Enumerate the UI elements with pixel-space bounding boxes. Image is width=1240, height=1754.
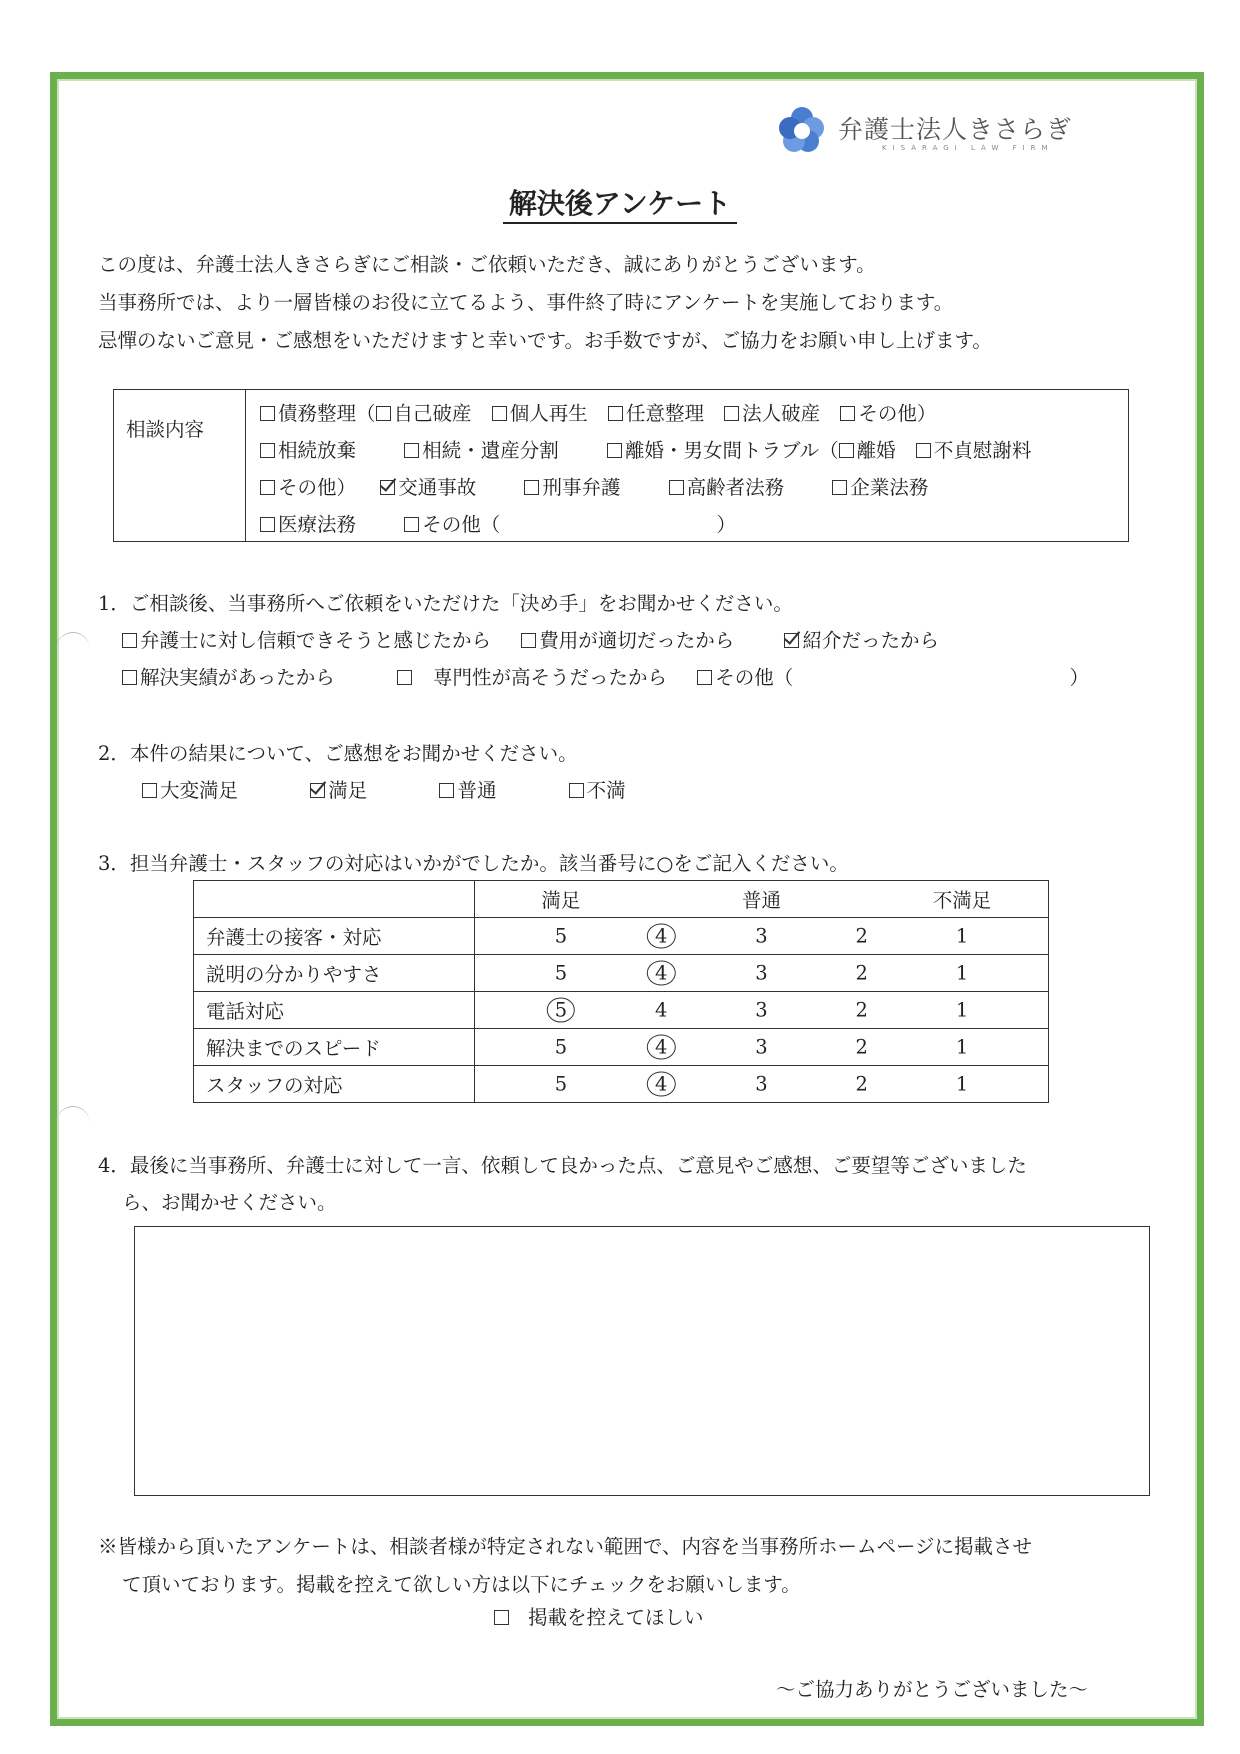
rating-score[interactable]: 1 [955, 961, 969, 985]
checkbox[interactable] [492, 406, 507, 421]
checkbox[interactable] [397, 670, 412, 685]
brand-logo [778, 106, 1078, 156]
rating-score[interactable]: 2 [855, 1072, 868, 1096]
checkbox[interactable] [439, 783, 454, 798]
checkbox[interactable] [608, 406, 623, 421]
consultation-row: 医療法務 その他（ ） [260, 509, 736, 537]
rating-row [194, 992, 1049, 1029]
checkbox[interactable] [569, 783, 584, 798]
rating-row-label: 弁護士の接客・対応 [194, 918, 475, 955]
rating-row-label: 電話対応 [194, 992, 475, 1029]
checkbox[interactable] [122, 633, 137, 648]
checkbox[interactable] [494, 1610, 509, 1625]
question-4: 4．最後に当事務所、弁護士に対して一言、依頼して良かった点、ご意見やご感想、ご要望等ございました [98, 1154, 1027, 1177]
q2-options-row: 大変満足 満足 普通 不満 [142, 775, 626, 803]
checkbox[interactable] [916, 443, 931, 458]
consultation-box [113, 389, 1129, 542]
q1-options-row: 解決実績があったから 専門性が高そうだったから その他（ ） [122, 662, 1089, 690]
checkbox-checked[interactable] [380, 480, 395, 495]
brand-subtitle: KISARAGI LAW FIRM [882, 144, 1054, 152]
header-dissatisfied: 不満足 [932, 889, 992, 912]
rating-score[interactable]: 2 [855, 998, 868, 1022]
checkbox[interactable] [840, 406, 855, 421]
brand-name: 弁護士法人きさらぎ [838, 115, 1073, 144]
checkbox-checked[interactable] [310, 783, 325, 798]
punch-hole-mark [56, 1106, 90, 1141]
rating-score[interactable]: 5 [554, 1072, 568, 1096]
rating-score-circled[interactable]: 4 [647, 961, 675, 986]
checkbox[interactable] [669, 480, 684, 495]
checkbox[interactable] [142, 783, 157, 798]
checkbox[interactable] [260, 443, 275, 458]
optout-option: 掲載を控えてほしい [494, 1602, 704, 1630]
rating-score-circled[interactable]: 4 [647, 1072, 675, 1097]
rating-score[interactable]: 4 [655, 998, 668, 1022]
intro-text: この度は、弁護士法人きさらぎにご相談・ご依頼いただき、誠にありがとうございます。 当事務所では、より一層皆様のお役に立てるよう、事件終了時にアンケートを実施しております。 忌憚のないご意見・ご感想をいただけますと幸いです。お手数ですが、ご協力をお願い申し上げます。 [98, 253, 992, 352]
consultation-label: 相談内容 [114, 390, 246, 541]
rating-row-label: スタッフの対応 [194, 1066, 475, 1103]
consultation-row: 相続放棄 相続・遺産分割 離婚・男女間トラブル（ 離婚 不貞慰謝料 [260, 435, 1031, 463]
rating-score[interactable]: 5 [554, 1035, 568, 1059]
rating-row [194, 918, 1049, 955]
rating-row [194, 1029, 1049, 1066]
rating-score-circled[interactable]: 4 [647, 1035, 675, 1060]
checkbox[interactable] [521, 633, 536, 648]
comment-textarea[interactable] [134, 1226, 1150, 1496]
rating-score[interactable]: 2 [855, 961, 868, 985]
header-satisfied: 満足 [541, 889, 581, 912]
closing-thanks: 〜ご協力ありがとうございました〜 [776, 1678, 1089, 1701]
header-cell [475, 881, 1049, 918]
page-title: 解決後アンケート [0, 182, 1240, 222]
flower-logo-icon [778, 106, 826, 154]
punch-hole-mark [56, 632, 90, 667]
rating-row [194, 1066, 1049, 1103]
rating-score[interactable]: 1 [955, 1035, 969, 1059]
rating-score[interactable]: 2 [855, 924, 868, 948]
rating-score-circled[interactable]: 4 [647, 924, 675, 949]
rating-score[interactable]: 3 [755, 1035, 768, 1059]
rating-score[interactable]: 1 [955, 1072, 969, 1096]
checkbox[interactable] [260, 517, 275, 532]
checkbox[interactable] [404, 517, 419, 532]
rating-score[interactable]: 5 [554, 924, 568, 948]
checkbox[interactable] [376, 406, 391, 421]
rating-row [194, 955, 1049, 992]
checkbox[interactable] [260, 480, 275, 495]
publication-note: ※皆様から頂いたアンケートは、相談者様が特定されない範囲で、内容を当事務所ホームページに掲載させ て頂いております。掲載を控えて欲しい方は以下にチェックをお願いします。 [98, 1535, 1033, 1596]
rating-header-row [194, 881, 1049, 918]
rating-options [475, 1066, 1049, 1103]
rating-score[interactable]: 1 [955, 998, 969, 1022]
header-empty-cell [194, 881, 475, 918]
checkbox[interactable] [697, 670, 712, 685]
checkbox[interactable] [404, 443, 419, 458]
rating-options [475, 992, 1049, 1029]
rating-score[interactable]: 2 [855, 1035, 868, 1059]
rating-options [475, 1029, 1049, 1066]
checkbox[interactable] [122, 670, 137, 685]
rating-score[interactable]: 3 [755, 924, 768, 948]
rating-score-circled[interactable]: 5 [547, 998, 575, 1023]
rating-table [193, 880, 1049, 1103]
header-neutral: 普通 [741, 889, 782, 912]
rating-row-label: 解決までのスピード [194, 1029, 475, 1066]
rating-score[interactable]: 3 [755, 1072, 768, 1096]
rating-options [475, 918, 1049, 955]
question-4-cont: ら、お聞かせください。 [122, 1191, 337, 1214]
consultation-row: その他） 交通事故 刑事弁護 高齢者法務 企業法務 [260, 472, 928, 500]
checkbox[interactable] [724, 406, 739, 421]
rating-row-label: 説明の分かりやすさ [194, 955, 475, 992]
rating-options [475, 955, 1049, 992]
question-3: 3．担当弁護士・スタッフの対応はいかがでしたか。該当番号に○をご記入ください。 [98, 852, 849, 875]
checkbox[interactable] [839, 443, 854, 458]
consultation-row: 債務整理（ 自己破産 個人再生 任意整理 法人破産 その他） [260, 398, 936, 426]
question-1: 1．ご相談後、当事務所へご依頼をいただけた「決め手」をお聞かせください。 [98, 592, 793, 615]
rating-score[interactable]: 5 [554, 961, 568, 985]
rating-score[interactable]: 1 [955, 924, 969, 948]
rating-score[interactable]: 3 [755, 998, 768, 1022]
q1-options-row: 弁護士に対し信頼できそうと感じたから 費用が適切だったから 紹介だったから [122, 625, 939, 653]
rating-score[interactable]: 3 [755, 961, 768, 985]
checkbox[interactable] [524, 480, 539, 495]
checkbox[interactable] [607, 443, 622, 458]
checkbox[interactable] [260, 406, 275, 421]
checkbox-checked[interactable] [784, 633, 799, 648]
checkbox[interactable] [832, 480, 847, 495]
question-2: 2．本件の結果について、ご感想をお聞かせください。 [98, 742, 578, 765]
